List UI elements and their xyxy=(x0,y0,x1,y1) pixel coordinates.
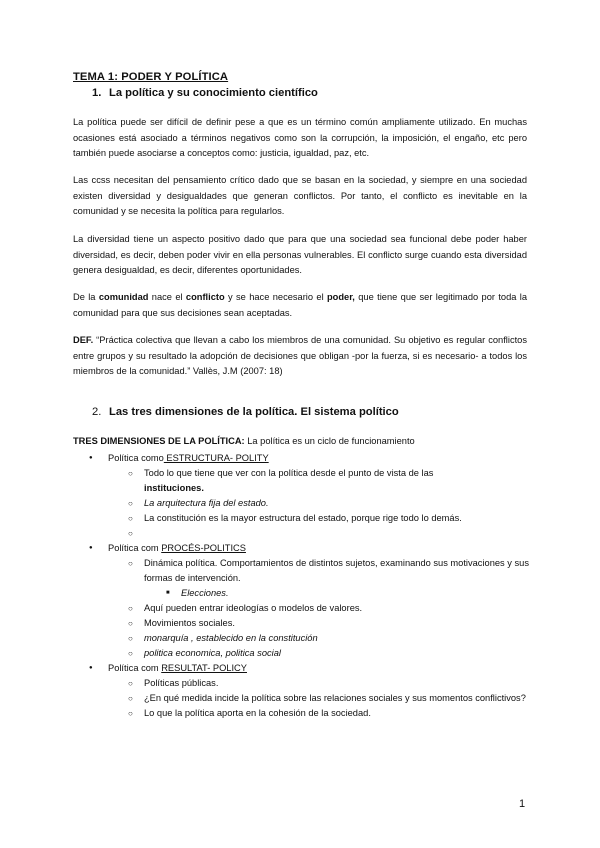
d3-prefix: Política com xyxy=(108,663,162,673)
d3-term: RESULTAT- POLICY xyxy=(161,663,247,673)
d1-s1: Todo lo que tiene que ver con la política desde el punto de vista de las xyxy=(144,468,434,478)
list-item xyxy=(73,541,533,661)
paragraph-community-power xyxy=(73,290,527,321)
para4-bold-community: comunidad xyxy=(98,292,149,302)
d1-s1-bold: instituciones. xyxy=(144,483,204,493)
list-item xyxy=(108,556,533,601)
dimensions-list xyxy=(73,451,533,721)
list-item: ○ monarquía , establecido en la constitución xyxy=(108,631,533,646)
list-item-empty xyxy=(108,526,533,541)
d2-term: PROCÉS-POLITICS xyxy=(161,543,246,553)
section-2-heading xyxy=(92,406,399,418)
list-item: ○ politica economica, politica social xyxy=(108,646,533,661)
document-title: TEMA 1: PODER Y POLÍTICA xyxy=(73,71,229,83)
dimensions-text: La política es un ciclo de funcionamiento xyxy=(244,436,415,446)
definition-text: “Práctica colectiva que llevan a cabo los miembros de una comunidad. Su objetivo es regular conflictos entre grupos y su resultado la adopción de decisiones que obligan -por la fuerza, si es necesario- a todos los miembros de la comunidad.” Vallès, J.M (2007: 18) xyxy=(73,335,527,377)
list-item: ■ Elecciones. xyxy=(144,586,533,601)
list-item xyxy=(108,466,533,496)
list-item: ○ ¿En qué medida incide la política sobre las relaciones sociales y sus momentos conflictivos? xyxy=(108,691,533,706)
para4-text-2: nace el xyxy=(148,292,186,302)
para4-text-4: que tiene que ser legitimado por toda la comunidad para que sus decisiones sean aceptadas. xyxy=(73,292,528,318)
para4-bold-conflict: conflicto xyxy=(185,292,225,302)
paragraph-definition-difficulty: La política puede ser difícil de definir pese a que es un término común ampliamente utilizado. En muchas ocasiones está asociado a términos negativos como son la corrupción, la imposición, el engaño, etc pero también puede asociarse a conceptos como: justicia, igualdad, paz, etc. xyxy=(73,117,527,159)
paragraph-diversity: La diversidad tiene un aspecto positivo dado que para que una sociedad sea funcional debe poder haber diversidad, es decir, deben poder vivir en ella personas vulnerables. El conflicto surge cuando esta diversidad genera desigualdad, es decir, diferentes oportunidades. xyxy=(73,234,527,276)
section-1-title: La política y su conocimiento científico xyxy=(109,87,318,99)
definition-label: DEF. xyxy=(73,335,94,345)
section-2-number: 2. xyxy=(92,406,102,418)
definition-paragraph xyxy=(73,333,527,380)
list-item xyxy=(73,451,533,541)
d3-sublist xyxy=(108,676,533,721)
para4-text-1: De la xyxy=(73,292,99,302)
section-1-number: 1. xyxy=(92,87,102,99)
d2-sublist xyxy=(108,556,533,661)
list-item: ○ Lo que la política aporta en la cohesión de la sociedad. xyxy=(108,706,533,721)
list-item: ○ La arquitectura fija del estado. xyxy=(108,496,533,511)
list-item: ○ Políticas públicas. xyxy=(108,676,533,691)
d1-prefix: Política como xyxy=(108,453,164,463)
paragraph-critical-thinking: Las ccss necesitan del pensamiento crítico dado que se basan en la sociedad, y siempre en una sociedad existen diversidad y desigualdades que generan conflictos. Por tanto, el conflicto es inevitable en la comunidad y se necesita la política para regularlos. xyxy=(73,175,527,217)
d2-prefix: Política com xyxy=(108,543,162,553)
section-1-heading xyxy=(92,87,318,99)
list-item xyxy=(73,661,533,721)
para4-bold-power: poder, xyxy=(327,292,355,302)
list-item: ○ Movimientos sociales. xyxy=(108,616,533,631)
page-number: 1 xyxy=(519,798,526,810)
section-2-title: Las tres dimensiones de la política. El sistema político xyxy=(109,406,399,418)
dimensions-label: TRES DIMENSIONES DE LA POLÍTICA: xyxy=(73,436,245,446)
dimensions-intro xyxy=(73,436,415,446)
d1-sublist xyxy=(108,466,533,541)
list-item: ○ Aquí pueden entrar ideologías o modelos de valores. xyxy=(108,601,533,616)
para4-text-3: y se hace necesario el xyxy=(224,292,327,302)
d2-s1: Dinámica política. Comportamientos de distintos sujetos, examinando sus motivaciones y sus formas de intervención. xyxy=(144,558,529,583)
list-item: ○ La constitución es la mayor estructura del estado, porque rige todo lo demás. xyxy=(108,511,533,526)
d1-term: ESTRUCTURA- POLITY xyxy=(163,453,269,463)
d2-s1-sublist xyxy=(144,586,533,601)
